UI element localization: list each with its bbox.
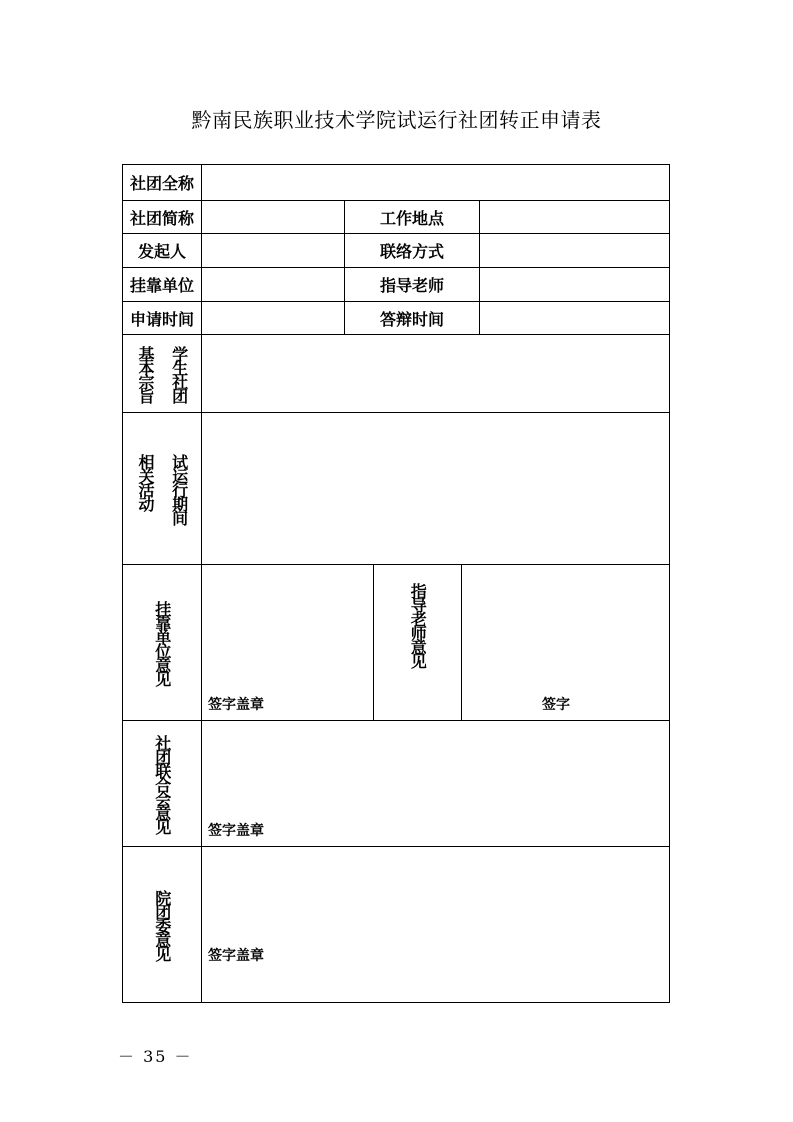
- sign-seal-label: 签字盖章: [208, 948, 264, 964]
- work-location-field[interactable]: [479, 200, 670, 234]
- sign-seal-label: 签字盖章: [208, 823, 264, 839]
- sign-seal-label: 签字盖章: [208, 697, 264, 713]
- advisor-field[interactable]: [479, 267, 670, 302]
- youth-league-opinion-label: [122, 846, 202, 1003]
- federation-opinion-text: 社团联合会意见: [152, 734, 172, 833]
- defense-time-label: 答辩时间: [344, 301, 480, 335]
- advisor-label: 指导老师: [344, 267, 480, 302]
- affiliated-unit-field[interactable]: [201, 267, 345, 302]
- contact-label: 联络方式: [344, 233, 480, 268]
- trial-label-col1: 试运行期间: [169, 453, 189, 524]
- apply-time-label: 申请时间: [122, 301, 202, 335]
- full-name-field[interactable]: [201, 164, 670, 201]
- page-title: 黔南民族职业技术学院试运行社团转正申请表: [191, 108, 602, 132]
- advisor-opinion-field[interactable]: [461, 564, 670, 721]
- page-number: － 35 －: [118, 1047, 193, 1066]
- trial-activities-field[interactable]: [201, 412, 670, 565]
- sign-label: 签字: [542, 697, 570, 713]
- advisor-opinion-text: 指导老师意见: [408, 583, 428, 667]
- affiliated-opinion-field[interactable]: [201, 564, 374, 721]
- purpose-label-col1: 学生社团: [169, 345, 189, 402]
- federation-opinion-field[interactable]: [201, 720, 670, 847]
- apply-time-field[interactable]: [201, 301, 345, 335]
- youth-league-opinion-field[interactable]: [201, 846, 670, 1003]
- trial-activities-label: [122, 412, 202, 565]
- initiator-label: 发起人: [122, 233, 202, 268]
- work-location-label: 工作地点: [344, 200, 480, 234]
- purpose-label-col2: 基本宗旨: [136, 345, 155, 402]
- affiliated-opinion-label: [122, 564, 202, 721]
- advisor-opinion-label: [373, 564, 462, 721]
- purpose-label: [122, 334, 202, 413]
- affiliated-unit-label: 挂靠单位: [122, 267, 202, 302]
- purpose-field[interactable]: [201, 334, 670, 413]
- short-name-label: 社团简称: [122, 200, 202, 234]
- federation-opinion-label: [122, 720, 202, 847]
- trial-label-col2: 相关活动: [136, 453, 155, 510]
- defense-time-field[interactable]: [479, 301, 670, 335]
- youth-league-opinion-text: 院团委意见: [152, 889, 172, 960]
- initiator-field[interactable]: [201, 233, 345, 268]
- contact-field[interactable]: [479, 233, 670, 268]
- full-name-label: 社团全称: [122, 164, 202, 201]
- affiliated-opinion-text: 挂靠单位意见: [152, 600, 172, 685]
- short-name-field[interactable]: [201, 200, 345, 234]
